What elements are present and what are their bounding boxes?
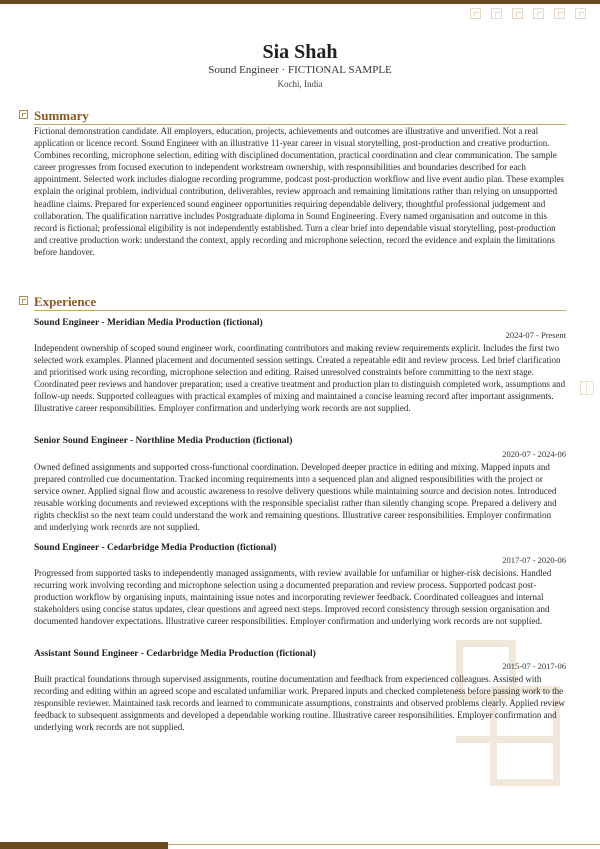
section-lattice-icon [19, 110, 28, 119]
job-dates: 2024-07 - Present [505, 330, 566, 340]
watermark-bar [456, 736, 560, 743]
candidate-name: Sia Shah [262, 41, 338, 63]
job-dates: 2020-07 - 2024-06 [502, 449, 566, 459]
candidate-location: Kochi, India [277, 79, 323, 89]
job-description: Progressed from supported tasks to independently managed assignments, with review available for unfamiliar or higher-risk decisions. Handled recurring work involving recording and microphone selection using a documented preparation and review process. Supported podcast post-production workflow by organising inputs, maintaining issue notes and incorporating reviewer feedback. Coordinated colleagues and internal stakeholders using concise status updates, clear questions and agreed next steps. Improved record consistency through session organisation and documented handover expectations. Illustrative career responsibilities. Employer confirmation and underlying work records are not supplied. [34, 568, 552, 627]
section-lattice-icon [19, 296, 28, 305]
job-title: Sound Engineer - Cedarbridge Media Production (fictional) [34, 543, 277, 553]
side-lattice-icon [580, 381, 594, 395]
lattice-motif-icon [491, 8, 502, 19]
lattice-motif-icon [470, 8, 481, 19]
job-dates: 2017-07 - 2020-06 [502, 555, 566, 565]
summary-section-header [34, 107, 566, 125]
experience-title: Experience [34, 294, 97, 309]
lattice-motif-icon [554, 8, 565, 19]
job-description: Built practical foundations through supervised assignments, routine documentation and feedback from experienced colleagues. Assisted with recording and editing within an agreed scope and escalated unfamiliar work. Prepared inputs and checked completeness before passing work to the responsible reviewer. Maintained task records and learned to communicate assumptions, constraints and observed problems clearly. Applied review feedback to subsequent assignments and developed a dependable working routine. Illustrative career responsibilities. Employer confirmation and underlying work records are not supplied. [34, 674, 566, 733]
lattice-motif-icon [512, 8, 523, 19]
job-dates: 2015-07 - 2017-06 [502, 661, 566, 671]
corner-motif-row [470, 8, 586, 19]
summary-text: Fictional demonstration candidate. All employers, education, projects, achievements and outcomes are illustrative and unverified. Not a real application or licence record. Sound Engineer with an illustrative 11-year career in visual storytelling, post-production and creative production. Combines recording, microphone selection, editing with disciplined documentation, practical coordination and clear communication. The sample career progresses from focused execution to independent workstream ownership, with responsibilities and boundaries described for each appointment. Selected work includes dialogue recording programme, podcast post-production workflow and live event audio plan. These examples explain the original problem, individual contribution, deliverables, review approach and remaining limitations rather than relying on unsupported headline claims. Prepared for experienced sound engineer opportunities requiring dependable delivery, thoughtful professional judgement and collaboration. The qualification narrative includes Postgraduate diploma in Sound Engineering. Every named organisation and outcome in this record is fictional; professional eligibility is not independently established. Turn a clear brief into dependable visual storytelling, post-production and creative production work: understand the context, apply recording and microphone selection, record the evidence and explain the limitations before handover. [34, 126, 564, 257]
candidate-subtitle: Sound Engineer · FICTIONAL SAMPLE [208, 64, 392, 76]
job-description: Owned defined assignments and supported cross-functional coordination. Developed deeper practice in editing and mixing. Mapped inputs and prepared controlled cue documentation. Tracked incoming requirements into a sequenced plan and aligned responsibilities with the project or service owner. Applied signal flow and acoustic awareness to resolve delivery questions while maintaining source and decision notes. Introduced reusable working documents and reviewed exceptions with the responsible specialist rather than silently changing scope. Prepared a delivery and rights checklist so the next team could understand the work and remaining questions. Illustrative career responsibilities. Employer confirmation and underlying work records are not supplied. [34, 462, 557, 533]
experience-section-header [34, 293, 566, 311]
job-title: Assistant Sound Engineer - Cedarbridge Media Production (fictional) [34, 649, 316, 659]
bottom-accent-bar [0, 842, 168, 849]
lattice-motif-icon [533, 8, 544, 19]
summary-title: Summary [34, 108, 89, 123]
job-title: Senior Sound Engineer - Northline Media Production (fictional) [34, 436, 293, 446]
top-accent-bar [0, 0, 600, 4]
job-description: Independent ownership of scoped sound engineer work, coordinating contributors and making review requirements explicit. Includes the first two selected work examples. Planned placement and documented session settings. Created a repeatable edit and review process. Led brief clarification and prioritised work using recording, microphone selection and editing. Raised unresolved constraints before committing to the next stage. Coordinated peer reviews and handover preparation; used a creative treatment and production plan to distinguish completed work, assumptions and follow-up needs. Supported colleagues with practical examples of mixing and maintained a concise learning record after important assignments. Illustrative career responsibilities. Employer confirmation and underlying work records are not supplied. [34, 343, 566, 414]
lattice-motif-icon [575, 8, 586, 19]
job-title: Sound Engineer - Meridian Media Production (fictional) [34, 318, 263, 328]
